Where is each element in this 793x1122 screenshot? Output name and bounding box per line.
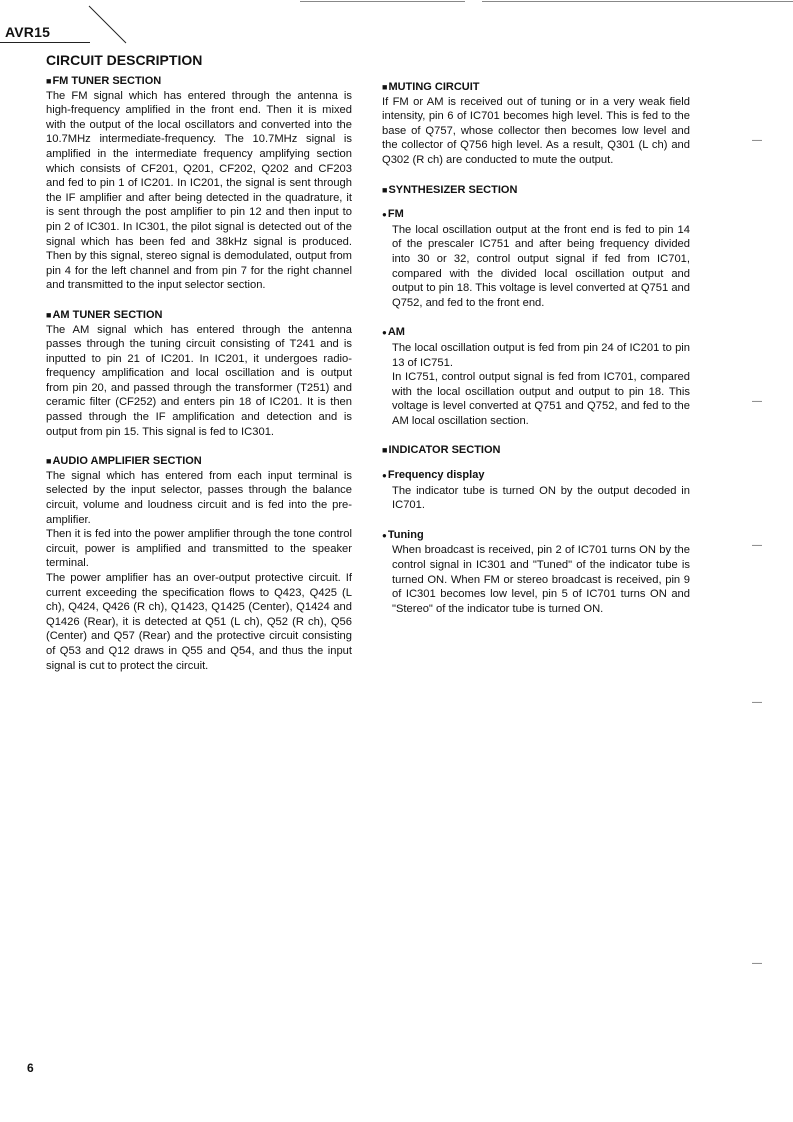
am-tuner-heading: ■ AM TUNER SECTION	[46, 308, 352, 323]
margin-tick-3: —	[752, 540, 762, 551]
muting-body: If FM or AM is received out of tuning or in a very weak field intensity, pin 6 of IC701 becomes high level. This is fed to the base of Q757, whose collector then becomes low level and the collector of Q756 high level. As a result, Q301 (L ch) and Q302 (R ch) are conducted to mute the output.	[382, 95, 690, 166]
synth-am-body-2: In IC751, control output signal is fed from IC701, compared with the local oscillation output and output to pin 18. This voltage is level converted at Q751 and Q752, and fed to the AM local oscillation section.	[392, 371, 690, 427]
page-title: CIRCUIT DESCRIPTION	[46, 52, 203, 68]
tuning-label: ● Tuning	[382, 528, 690, 544]
audio-amp-section	[46, 454, 352, 673]
audio-amp-body-3: The power amplifier has an over-output protective circuit. If current exceeding the specification flows to Q423, Q425 (L ch), Q424, Q426 (R ch), Q1423, Q1425 (Center), Q1424 and Q1426 (Rear), it is detected at Q51 (L ch), Q52 (R ch), Q56 (Center) and Q57 (Rear) and the protective circuit consisting of Q53 and Q12 draws in Q55 and Q54, and thus the input signal is cut to protect the circuit.	[46, 572, 352, 672]
synth-fm-subsection	[382, 207, 690, 310]
margin-tick-1: —	[752, 135, 762, 146]
header-rule-short	[0, 42, 90, 43]
frequency-display-label: ● Frequency display	[382, 468, 690, 484]
margin-tick-4: —	[752, 697, 762, 708]
indicator-section	[382, 443, 690, 616]
am-tuner-body: The AM signal which has entered through the antenna passes through the tuning circuit consisting of T241 and is inputted to pin 21 of IC201. In IC201, it undergoes radio-frequency amplification and local oscillation and is output from pin 20, and passed through the transformer (T251) and ceramic filter (CF252) and enters pin 18 of IC201. It is then passed through the IF amplification and detection and is output from pin 15. This signal is fed to IC301.	[46, 323, 352, 438]
synthesizer-heading: ■ SYNTHESIZER SECTION	[382, 183, 690, 198]
synth-am-label: ● AM	[382, 325, 690, 341]
audio-amp-heading: ■ AUDIO AMPLIFIER SECTION	[46, 454, 352, 469]
synthesizer-section	[382, 183, 690, 429]
fm-tuner-section	[46, 74, 352, 293]
synth-fm-label: ● FM	[382, 207, 690, 223]
tuning-body: When broadcast is received, pin 2 of IC701 turns ON by the control signal in IC301 and "Tuned" of the indicator tube is turned ON. When FM or stereo broadcast is received, pin 9 of IC301 becomes low level, pin 5 of IC701 turns ON and "Stereo" of the indicator tube is turned ON.	[392, 544, 690, 615]
header-rule-top-a	[300, 1, 465, 2]
audio-amp-body-1: The signal which has entered from each input terminal is selected by the input selector, passes through the balance circuit, volume and loudness circuit and is fed into the pre-amplifier.	[46, 469, 352, 526]
synth-fm-body: The local oscillation output at the front end is fed to pin 14 of the prescaler IC751 and after being frequency divided into 30 or 32, control output signal if fed from IC701, compared with the divided local oscillation output and output to pin 18. This voltage is level converted at Q751 and Q752, and fed to the front end.	[392, 223, 690, 309]
fm-tuner-body: The FM signal which has entered through the antenna is high-frequency amplified in the front end. Then it is mixed with the output of the local oscillators and converted into the 10.7MHz intermediate-frequency. The 10.7MHz signal is amplified in the intermediate frequency amplifying section which consists of CF201, Q201, CF202, Q202 and CF203 and fed to pin 1 of IC201. In IC201, the signal is sent through the IF amplifier and after being detected in the quadrature, it is sent through the post amplifier to pin 12 and then input to pin 2 of IC301. In IC301, the pilot signal is detected out of the signal which has been fed and 38kHz signal is produced. Then by this signal, stereo signal is demodulated, output from pin 4 for the left channel and from pin 7 for the right channel and transmitted to the input selector section.	[46, 89, 352, 292]
header-diagonal	[88, 5, 128, 45]
margin-tick-5: —	[752, 958, 762, 969]
model-label: AVR15	[5, 24, 51, 40]
page-number: 6	[27, 1061, 34, 1075]
muting-section	[382, 80, 690, 168]
header-rule-top-b	[482, 1, 793, 2]
frequency-display-subsection	[382, 468, 690, 513]
muting-heading: ■ MUTING CIRCUIT	[382, 80, 690, 95]
right-column	[382, 80, 690, 616]
left-column	[46, 74, 352, 673]
margin-tick-2: —	[752, 396, 762, 407]
synth-am-subsection	[382, 325, 690, 428]
indicator-heading: ■ INDICATOR SECTION	[382, 443, 690, 458]
tuning-subsection	[382, 528, 690, 617]
frequency-display-body: The indicator tube is turned ON by the output decoded in IC701.	[392, 484, 690, 512]
audio-amp-body-2: Then it is fed into the power amplifier through the tone control circuit, power is amplified and transmitted to the speaker terminal.	[46, 528, 352, 570]
fm-tuner-heading: ■ FM TUNER SECTION	[46, 74, 352, 89]
synth-am-body-1: The local oscillation output is fed from pin 24 of IC201 to pin 13 of IC751.	[392, 341, 690, 369]
am-tuner-section	[46, 308, 352, 439]
